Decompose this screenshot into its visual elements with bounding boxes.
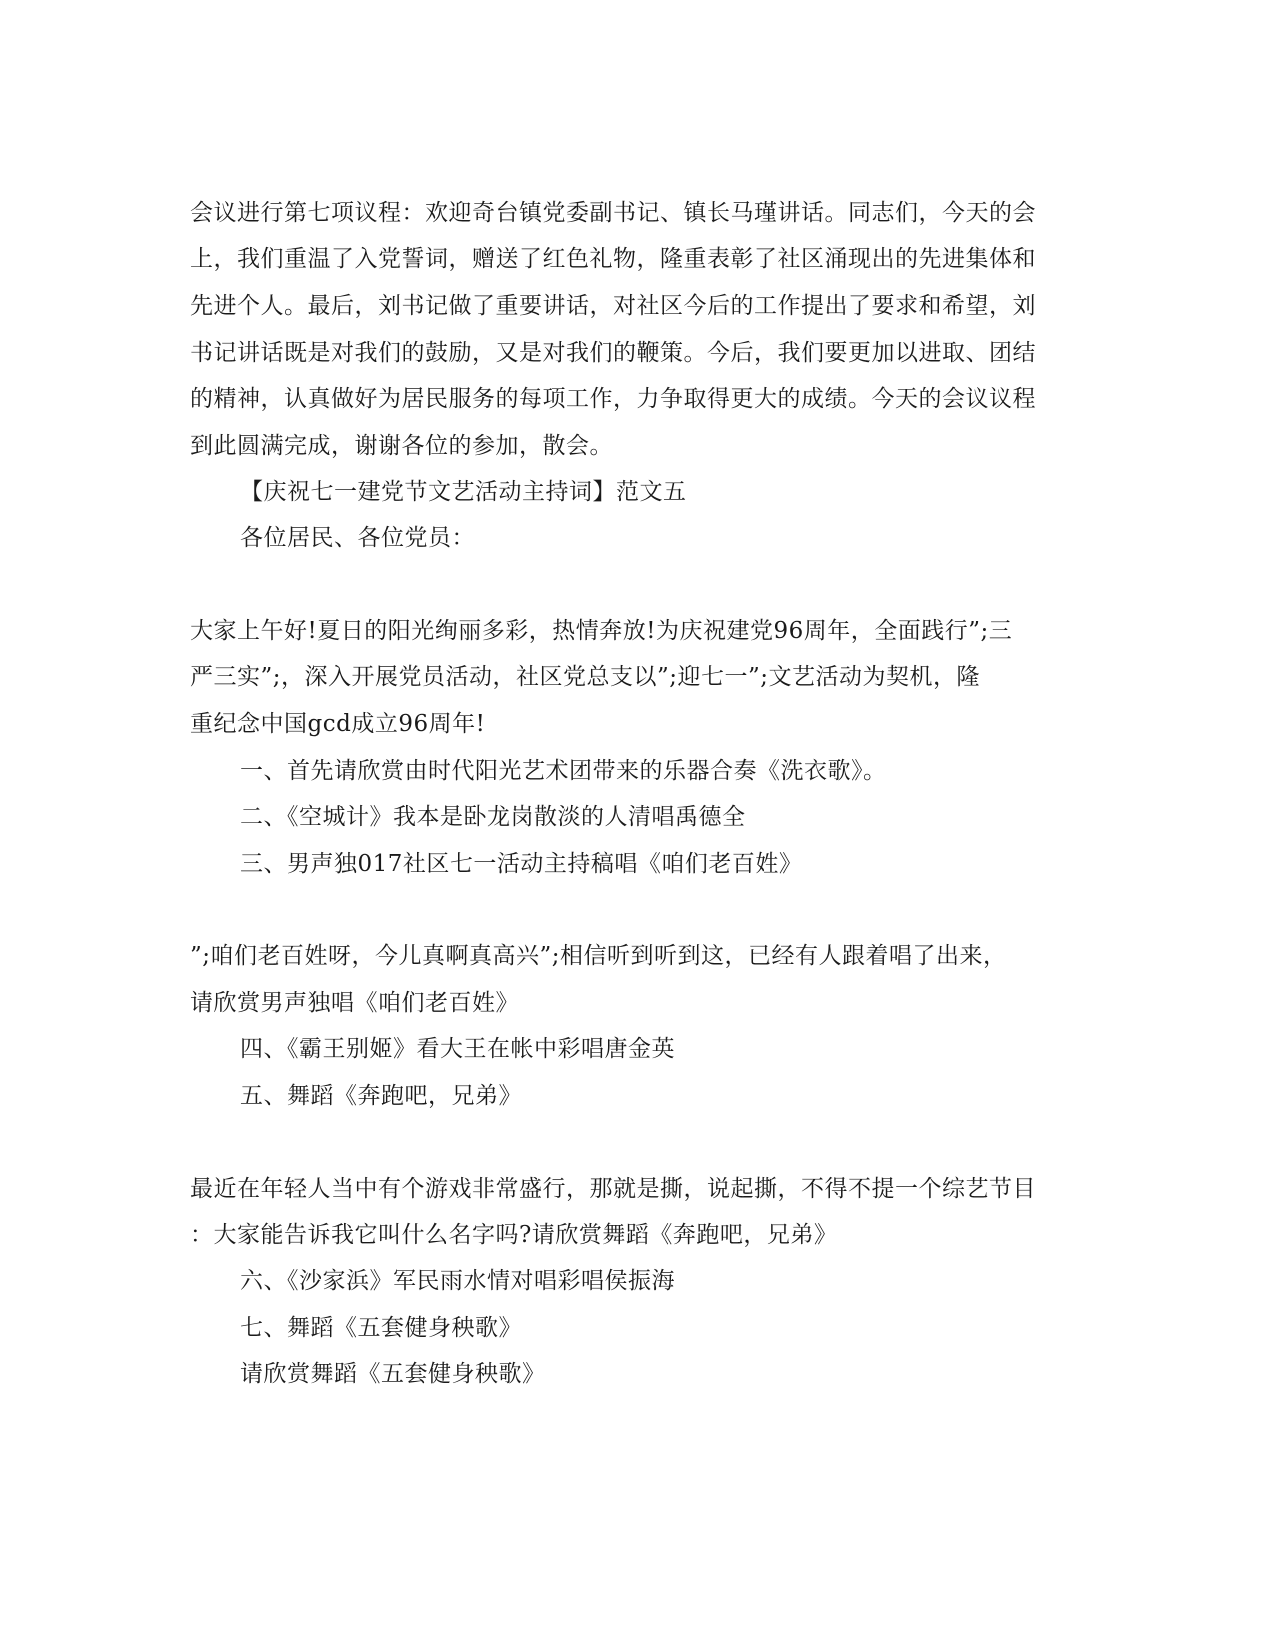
paragraph-line: 请欣赏舞蹈《五套健身秧歌》 — [240, 1361, 546, 1387]
program-item: 五、舞蹈《奔跑吧，兄弟》 — [240, 1083, 522, 1109]
program-item: 二、《空城计》我本是卧龙岗散淡的人清唱禹德全 — [240, 804, 746, 830]
program-item: 四、《霸王别姬》看大王在帐中彩唱唐金英 — [240, 1036, 675, 1062]
paragraph-line: 到此圆满完成，谢谢各位的参加，散会。 — [190, 433, 613, 459]
paragraph-line: 会议进行第七项议程：欢迎奇台镇党委副书记、镇长马瑾讲话。同志们，今天的会 — [190, 200, 1036, 226]
paragraph-line: ”;咱们老百姓呀，今儿真啊真高兴”;相信听到听到这，已经有人跟着唱了出来， — [190, 943, 1007, 969]
program-item: 七、舞蹈《五套健身秧歌》 — [240, 1315, 522, 1341]
paragraph-line: 严三实”;，深入开展党员活动，社区党总支以”;迎七一”;文艺活动为契机，隆 — [190, 664, 981, 690]
program-item: 六、《沙家浜》军民雨水情对唱彩唱侯振海 — [240, 1268, 675, 1294]
paragraph-line: 大家上午好!夏日的阳光绚丽多彩，热情奔放!为庆祝建党96周年，全面践行”;三 — [190, 618, 1013, 644]
paragraph-line: ：大家能告诉我它叫什么名字吗?请欣赏舞蹈《奔跑吧，兄弟》 — [190, 1222, 838, 1248]
paragraph-line: 的精神，认真做好为居民服务的每项工作，力争取得更大的成绩。今天的会议议程 — [190, 386, 1036, 412]
paragraph-line: 重纪念中国gcd成立96周年! — [190, 711, 486, 737]
section-heading: 【庆祝七一建党节文艺活动主持词】范文五 — [240, 479, 687, 505]
program-item: 三、男声独017社区七一活动主持稿唱《咱们老百姓》 — [240, 851, 803, 877]
paragraph-line: 先进个人。最后，刘书记做了重要讲话，对社区今后的工作提出了要求和希望，刘 — [190, 293, 1036, 319]
program-item: 一、首先请欣赏由时代阳光艺术团带来的乐器合奏《洗衣歌》。 — [240, 758, 887, 784]
paragraph-line: 书记讲话既是对我们的鼓励，又是对我们的鞭策。今后，我们要更加以进取、团结 — [190, 340, 1036, 366]
paragraph-line: 请欣赏男声独唱《咱们老百姓》 — [190, 990, 519, 1016]
paragraph-line: 最近在年轻人当中有个游戏非常盛行，那就是撕，说起撕，不得不提一个综艺节目 — [190, 1176, 1036, 1202]
salutation: 各位居民、各位党员： — [240, 525, 475, 551]
paragraph-line: 上，我们重温了入党誓词，赠送了红色礼物，隆重表彰了社区涌现出的先进集体和 — [190, 246, 1036, 272]
